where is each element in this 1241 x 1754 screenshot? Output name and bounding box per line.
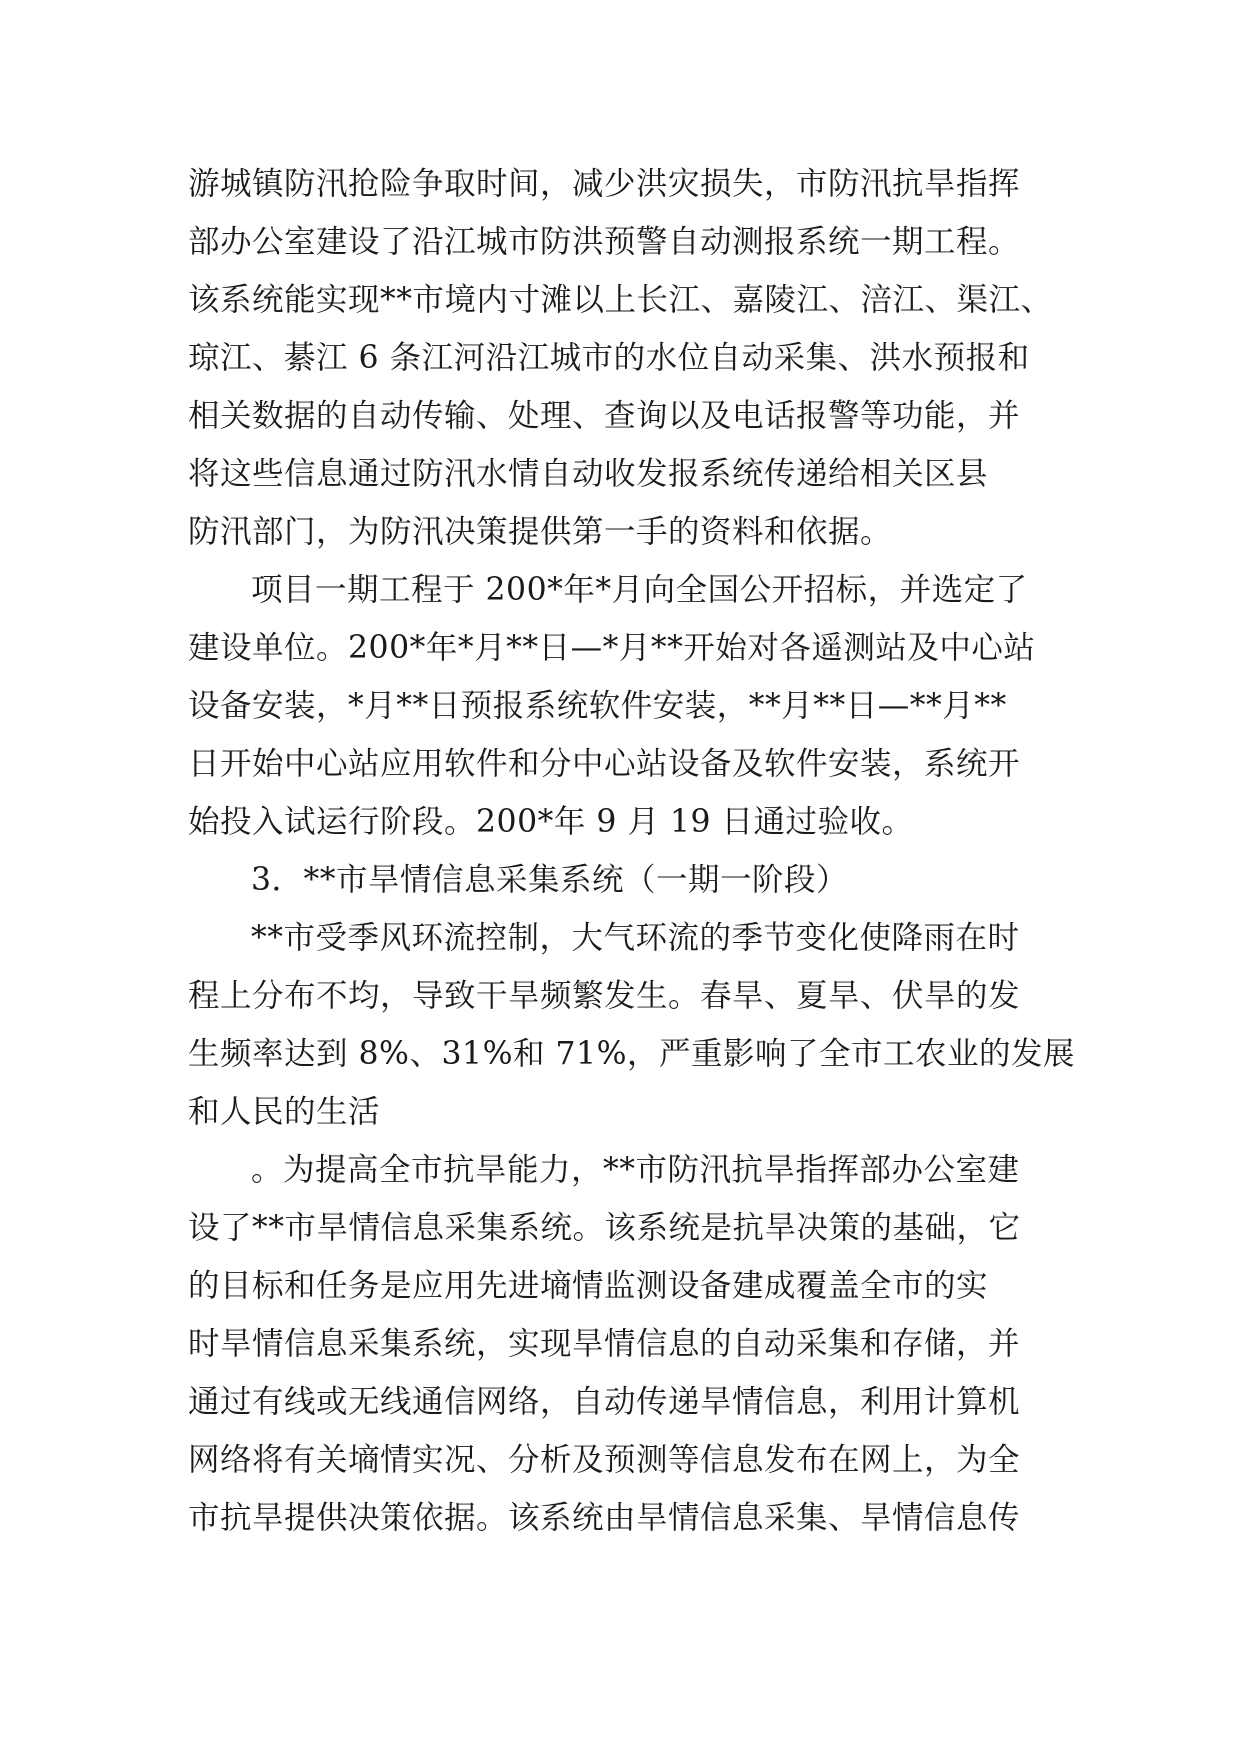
text-line-10: 设备安装，*月**日预报系统软件安装，**月**日—**月**: [188, 688, 1007, 724]
text-line-15: 程上分布不均，导致干旱频繁发生。春旱、夏旱、伏旱的发: [188, 978, 1021, 1014]
text-line-9: 建设单位。200*年*月**日—*月**开始对各遥测站及中心站: [188, 630, 1036, 666]
text-line-7: 防汛部门，为防汛决策提供第一手的资料和依据。: [188, 514, 893, 550]
text-line-24: 市抗旱提供决策依据。该系统由旱情信息采集、旱情信息传: [188, 1500, 1021, 1536]
text-line-8: 项目一期工程于 200*年*月向全国公开招标，并选定了: [251, 572, 1028, 608]
text-line-12: 始投入试运行阶段。200*年 9 月 19 日通过验收。: [188, 804, 914, 840]
text-line-2: 部办公室建设了沿江城市防洪预警自动测报系统一期工程。: [188, 224, 1021, 260]
text-line-16: 生频率达到 8%、31%和 71%，严重影响了全市工农业的发展: [188, 1036, 1076, 1072]
text-line-4: 琼江、綦江 6 条江河沿江城市的水位自动采集、洪水预报和: [188, 340, 1030, 376]
text-line-22: 通过有线或无线通信网络，自动传递旱情信息，利用计算机: [188, 1384, 1021, 1420]
text-line-18: 。为提高全市抗旱能力，**市防汛抗旱指挥部办公室建: [251, 1152, 1020, 1188]
text-line-14: **市受季风环流控制，大气环流的季节变化使降雨在时: [251, 920, 1020, 956]
text-line-5: 相关数据的自动传输、处理、查询以及电话报警等功能，并: [188, 398, 1021, 434]
text-line-23: 网络将有关墒情实况、分析及预测等信息发布在网上，为全: [188, 1442, 1021, 1478]
text-line-6: 将这些信息通过防汛水情自动收发报系统传递给相关区县: [188, 456, 989, 492]
text-line-3: 该系统能实现**市境内寸滩以上长江、嘉陵江、涪江、渠江、: [188, 282, 1053, 318]
text-line-20: 的目标和任务是应用先进墒情监测设备建成覆盖全市的实: [188, 1268, 989, 1304]
text-line-11: 日开始中心站应用软件和分中心站设备及软件安装，系统开: [188, 746, 1021, 782]
section-heading: 3．**市旱情信息采集系统（一期一阶段）: [251, 862, 849, 898]
text-line-21: 时旱情信息采集系统，实现旱情信息的自动采集和存储，并: [188, 1326, 1021, 1362]
document-body: [188, 155, 1076, 1547]
text-line-1: 游城镇防汛抢险争取时间，减少洪灾损失，市防汛抗旱指挥: [188, 166, 1021, 202]
text-line-19: 设了**市旱情信息采集系统。该系统是抗旱决策的基础，它: [188, 1210, 1021, 1246]
text-line-17: 和人民的生活: [188, 1094, 381, 1130]
